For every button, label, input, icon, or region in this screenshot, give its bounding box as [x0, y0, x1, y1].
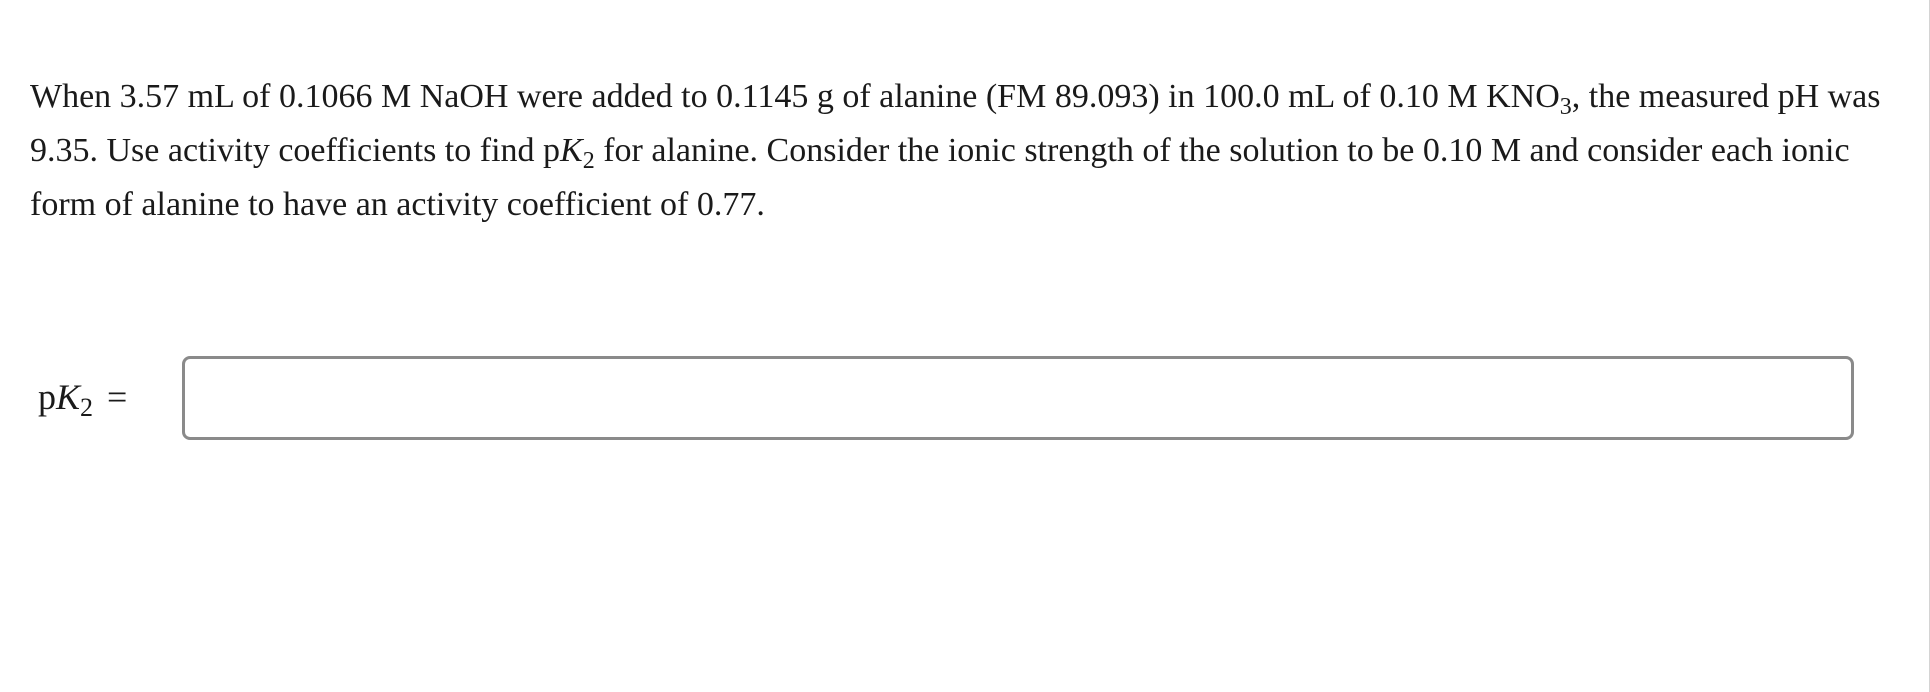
answer-label: [38, 374, 127, 420]
answer-row: [38, 356, 1858, 440]
kno3-subscript: 3: [1559, 94, 1572, 120]
question-part-3: for alanine. Consider the ionic strength of the solution to be 0.10 M and consider each ionic form of alanine to have an activity coefficient of 0.77.: [30, 132, 1850, 223]
question-part-2: , the measured pH was 9.35. Use activity coefficients to find p: [30, 78, 1881, 169]
answer-label-subscript: 2: [80, 393, 94, 422]
pk2-answer-input[interactable]: [182, 356, 1854, 440]
answer-label-symbol: K: [56, 377, 81, 417]
k-symbol: K: [560, 132, 583, 169]
answer-label-equals: =: [107, 377, 128, 417]
question-text: [30, 70, 1900, 232]
k-subscript: 2: [582, 148, 595, 174]
answer-label-prefix: p: [38, 377, 56, 417]
question-part-1: When 3.57 mL of 0.1066 M NaOH were added to 0.1145 g of alanine (FM 89.093) in 100.0 mL of 0.10 M KNO: [30, 78, 1560, 115]
